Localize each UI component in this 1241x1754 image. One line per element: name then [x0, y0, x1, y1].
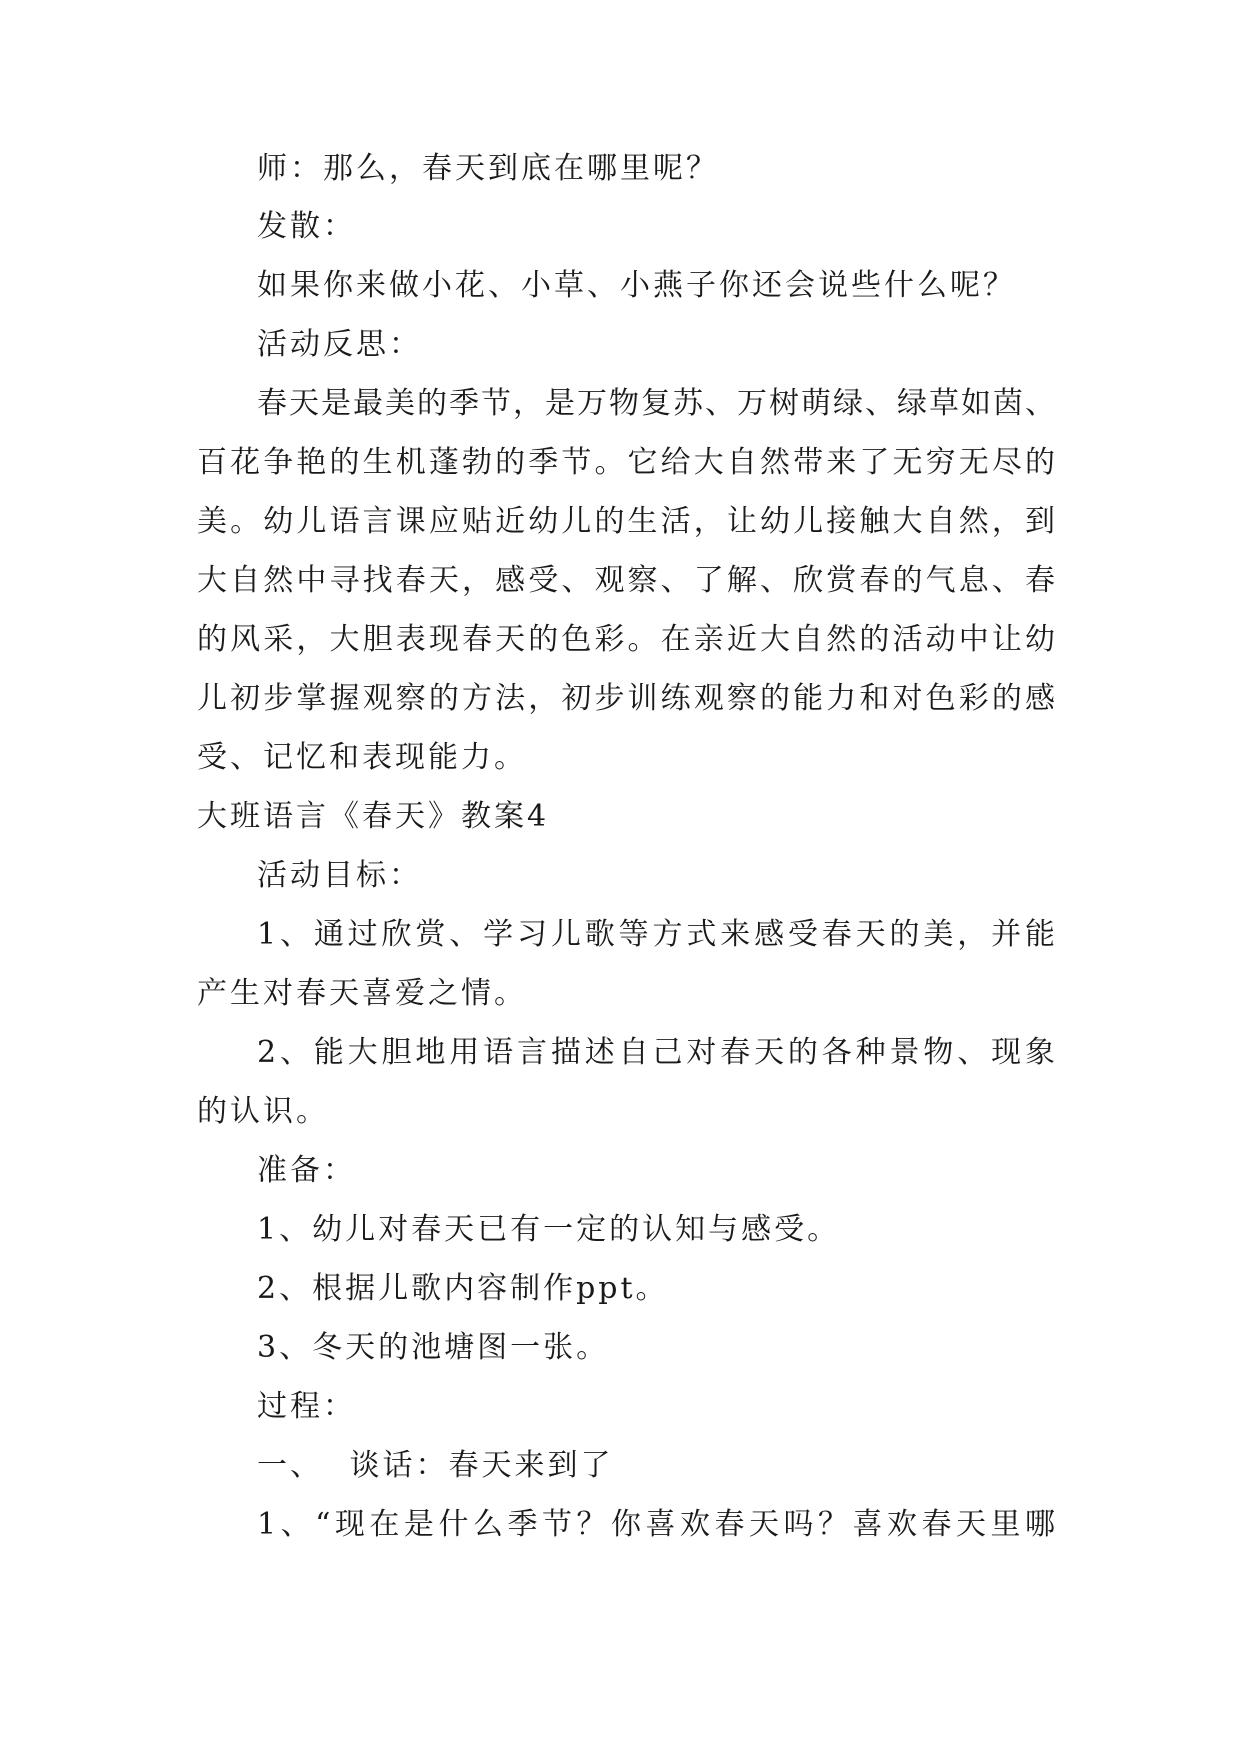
list-item: 1、幼儿对春天已有一定的认知与感受。 [257, 1212, 841, 1247]
section-label: 准备： [257, 1153, 356, 1188]
paragraph-line: 百花争艳的生机蓬勃的季节。它给大自然带来了无穷无尽的 [197, 445, 1055, 480]
section-label: 活动反思： [257, 327, 422, 362]
paragraph-line: 师：那么，春天到底在哪里呢？ [257, 151, 719, 186]
section-label: 活动目标： [257, 858, 422, 893]
list-item: 1、“现在是什么季节？你喜欢春天吗？喜欢春天里哪 [257, 1507, 1055, 1542]
paragraph-line: 如果你来做小花、小草、小燕子你还会说些什么呢？ [257, 268, 1016, 303]
section-label: 过程： [257, 1389, 356, 1424]
paragraph-line: 受、记忆和表现能力。 [197, 740, 527, 775]
section-label: 发散： [257, 209, 356, 244]
list-item: 3、冬天的池塘图一张。 [257, 1330, 610, 1365]
section-heading: 大班语言《春天》教案4 [197, 799, 550, 834]
list-item: 2、根据儿歌内容制作ppt。 [257, 1271, 669, 1306]
paragraph-line: 产生对春天喜爱之情。 [197, 976, 527, 1011]
paragraph-line: 大自然中寻找春天，感受、观察、了解、欣赏春的气息、春 [197, 563, 1055, 598]
list-item: 一、 谈话：春天来到了 [257, 1448, 614, 1483]
paragraph-line: 美。幼儿语言课应贴近幼儿的生活，让幼儿接触大自然，到 [197, 504, 1055, 539]
paragraph-line: 春天是最美的季节，是万物复苏、万树萌绿、绿草如茵、 [257, 386, 1055, 421]
paragraph-line: 儿初步掌握观察的方法，初步训练观察的能力和对色彩的感 [197, 681, 1055, 716]
paragraph-line: 的风采，大胆表现春天的色彩。在亲近大自然的活动中让幼 [197, 622, 1055, 657]
paragraph-line: 的认识。 [197, 1094, 329, 1129]
paragraph-line: 1、通过欣赏、学习儿歌等方式来感受春天的美，并能 [257, 917, 1055, 952]
paragraph-line: 2、能大胆地用语言描述自己对春天的各种景物、现象 [257, 1035, 1055, 1070]
